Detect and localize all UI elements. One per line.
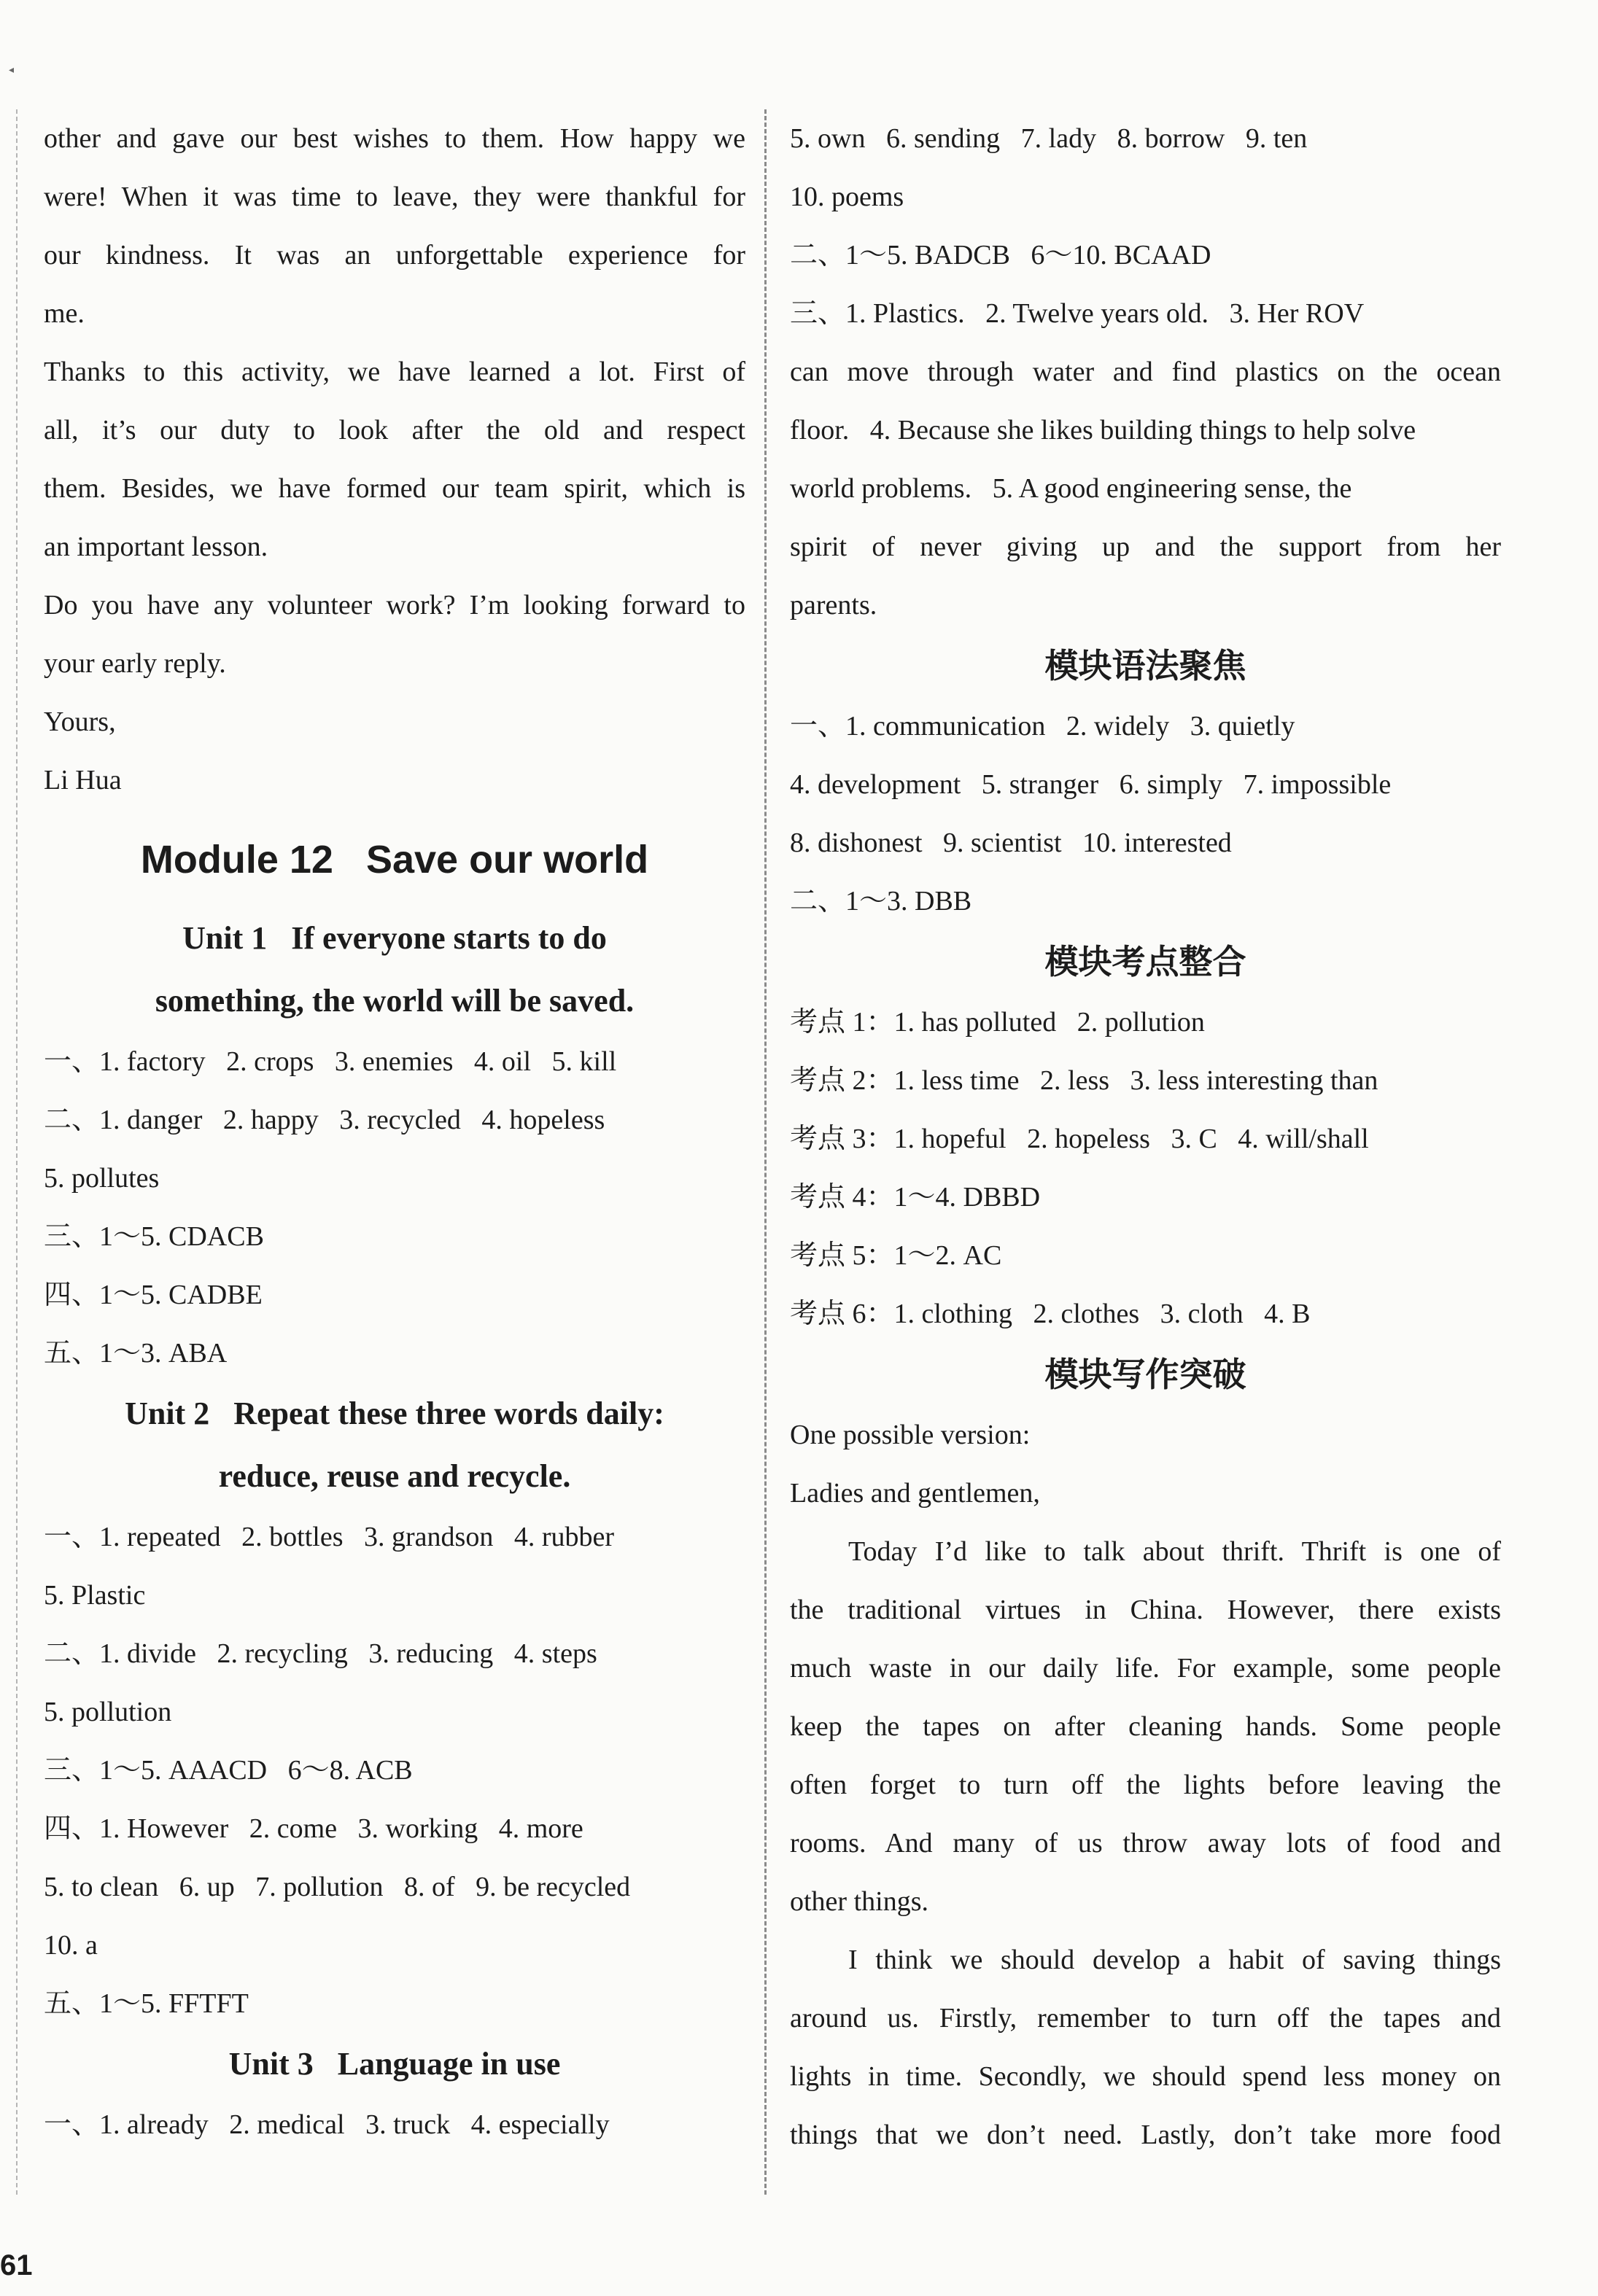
- letter-line: other and gave our best wishes to them. How happy we: [44, 123, 745, 154]
- writing-title: 模块写作突破: [1044, 1355, 1246, 1394]
- page-edge-dashes: [16, 109, 18, 2195]
- writing-line: One possible version:: [790, 1420, 1031, 1450]
- answer-line: 考点 3：1. hopeful 2. hopeless 3. C 4. will/shall: [790, 1124, 1369, 1154]
- answer-line: 三、1～5. CDACB: [44, 1221, 264, 1252]
- writing-line: much waste in our daily life. For example, some people: [790, 1653, 1501, 1684]
- letter-line: Thanks to this activity, we have learned a lot. First of: [44, 357, 745, 387]
- exam-points-section: [790, 930, 1501, 1343]
- unit1-title-line2: something, the world will be saved.: [155, 983, 635, 1019]
- writing-line: the traditional virtues in China. However, there exists: [790, 1595, 1501, 1625]
- answer-line: 一、1. already 2. medical 3. truck 4. especially: [44, 2109, 610, 2140]
- module-title: Module 12 Save our world: [140, 838, 649, 882]
- answer-line: 一、1. communication 2. widely 3. quietly: [790, 711, 1295, 742]
- answer-line: 二、1. divide 2. recycling 3. reducing 4. steps: [44, 1638, 597, 1669]
- unit1-section: [44, 907, 745, 1382]
- answer-line: 10. a: [44, 1930, 98, 1961]
- answer-line: 五、1～3. ABA: [44, 1338, 228, 1369]
- answer-line: 二、1～5. BADCB 6～10. BCAAD: [790, 240, 1211, 271]
- answer-line: 10. poems: [790, 182, 904, 212]
- writing-line: Ladies and gentlemen,: [790, 1478, 1040, 1509]
- page-number: 61: [0, 2249, 33, 2281]
- letter-continuation: [44, 109, 745, 809]
- answer-line: floor. 4. Because she likes building things to help solve: [790, 415, 1416, 445]
- writing-line: other things.: [790, 1886, 928, 1917]
- writing-line: Today I’d like to talk about thrift. Thrift is one of: [848, 1536, 1501, 1567]
- answer-line: world problems. 5. A good engineering sense, the: [790, 473, 1352, 504]
- unit3-title: Unit 3 Language in use: [228, 2046, 561, 2082]
- exam-points-title: 模块考点整合: [1044, 942, 1246, 981]
- letter-line: me.: [44, 298, 85, 329]
- writing-section: [790, 1343, 1501, 2164]
- answer-line: can move through water and find plastics on the ocean: [790, 357, 1501, 387]
- answer-line: 考点 2：1. less time 2. less 3. less interesting than: [790, 1065, 1378, 1096]
- writing-line: things that we don’t need. Lastly, don’t take more food: [790, 2120, 1501, 2150]
- unit2-section: [44, 1382, 745, 2033]
- answer-line: 四、1. However 2. come 3. working 4. more: [44, 1813, 583, 1844]
- grammar-section: [790, 634, 1501, 930]
- writing-line: keep the tapes on after cleaning hands. Some people: [790, 1711, 1501, 1742]
- writing-line: often forget to turn off the lights before leaving the: [790, 1770, 1501, 1800]
- letter-line: all, it’s our duty to look after the old and respect: [44, 415, 745, 445]
- letter-line: were! When it was time to leave, they were thankful for: [44, 182, 745, 212]
- answer-line: 一、1. factory 2. crops 3. enemies 4. oil 5. kill: [44, 1046, 617, 1077]
- answer-line: 5. pollution: [44, 1697, 172, 1727]
- answer-line: 考点 6：1. clothing 2. clothes 3. cloth 4. B: [790, 1299, 1311, 1329]
- answer-line: 一、1. repeated 2. bottles 3. grandson 4. rubber: [44, 1522, 614, 1552]
- grammar-title: 模块语法聚焦: [1044, 646, 1246, 685]
- letter-signature: Li Hua: [44, 765, 122, 795]
- letter-line: them. Besides, we have formed our team spirit, which is: [44, 473, 745, 504]
- answer-line: 二、1～3. DBB: [790, 886, 972, 917]
- unit3-section: [44, 2033, 745, 2154]
- writing-line: lights in time. Secondly, we should spend less money on: [790, 2061, 1501, 2092]
- answer-line: 4. development 5. stranger 6. simply 7. impossible: [790, 769, 1392, 800]
- unit3-continued: [790, 109, 1501, 634]
- answer-line: 五、1～5. FFTFT: [44, 1988, 249, 2019]
- answer-line: 5. own 6. sending 7. lady 8. borrow 9. ten: [790, 123, 1308, 154]
- answer-line: spirit of never giving up and the support from her: [790, 532, 1501, 562]
- answer-line: parents.: [790, 590, 877, 620]
- left-column: [44, 109, 745, 2154]
- letter-line: Do you have any volunteer work? I’m looking forward to: [44, 590, 745, 620]
- answer-line: 考点 1：1. has polluted 2. pollution: [790, 1007, 1205, 1038]
- answer-line: 考点 4：1～4. DBBD: [790, 1182, 1041, 1213]
- writing-line: I think we should develop a habit of saving things: [848, 1945, 1501, 1975]
- column-divider: [764, 109, 767, 2195]
- letter-line: our kindness. It was an unforgettable experience for: [44, 240, 745, 271]
- unit1-title-line1: Unit 1 If everyone starts to do: [182, 920, 607, 956]
- answer-line: 三、1～5. AAACD 6～8. ACB: [44, 1755, 413, 1786]
- answer-line: 5. Plastic: [44, 1580, 146, 1611]
- answer-line: 四、1～5. CADBE: [44, 1280, 263, 1310]
- answer-line: 三、1. Plastics. 2. Twelve years old. 3. Her ROV: [790, 298, 1365, 329]
- writing-line: around us. Firstly, remember to turn off the tapes and: [790, 2003, 1501, 2034]
- answer-line: 考点 5：1～2. AC: [790, 1240, 1002, 1271]
- answer-line: 5. to clean 6. up 7. pollution 8. of 9. be recycled: [44, 1872, 631, 1902]
- answer-line: 5. pollutes: [44, 1163, 160, 1194]
- letter-line: your early reply.: [44, 648, 226, 679]
- letter-closing: Yours,: [44, 707, 116, 737]
- unit2-title-line1: Unit 2 Repeat these three words daily:: [125, 1396, 664, 1431]
- letter-line: an important lesson.: [44, 532, 268, 562]
- answer-line: 二、1. danger 2. happy 3. recycled 4. hopeless: [44, 1105, 605, 1135]
- unit2-title-line2: reduce, reuse and recycle.: [218, 1458, 571, 1494]
- right-column: [790, 109, 1501, 2164]
- writing-line: rooms. And many of us throw away lots of food and: [790, 1828, 1501, 1859]
- answer-line: 8. dishonest 9. scientist 10. interested: [790, 828, 1232, 858]
- corner-mark: ◂: [9, 65, 15, 76]
